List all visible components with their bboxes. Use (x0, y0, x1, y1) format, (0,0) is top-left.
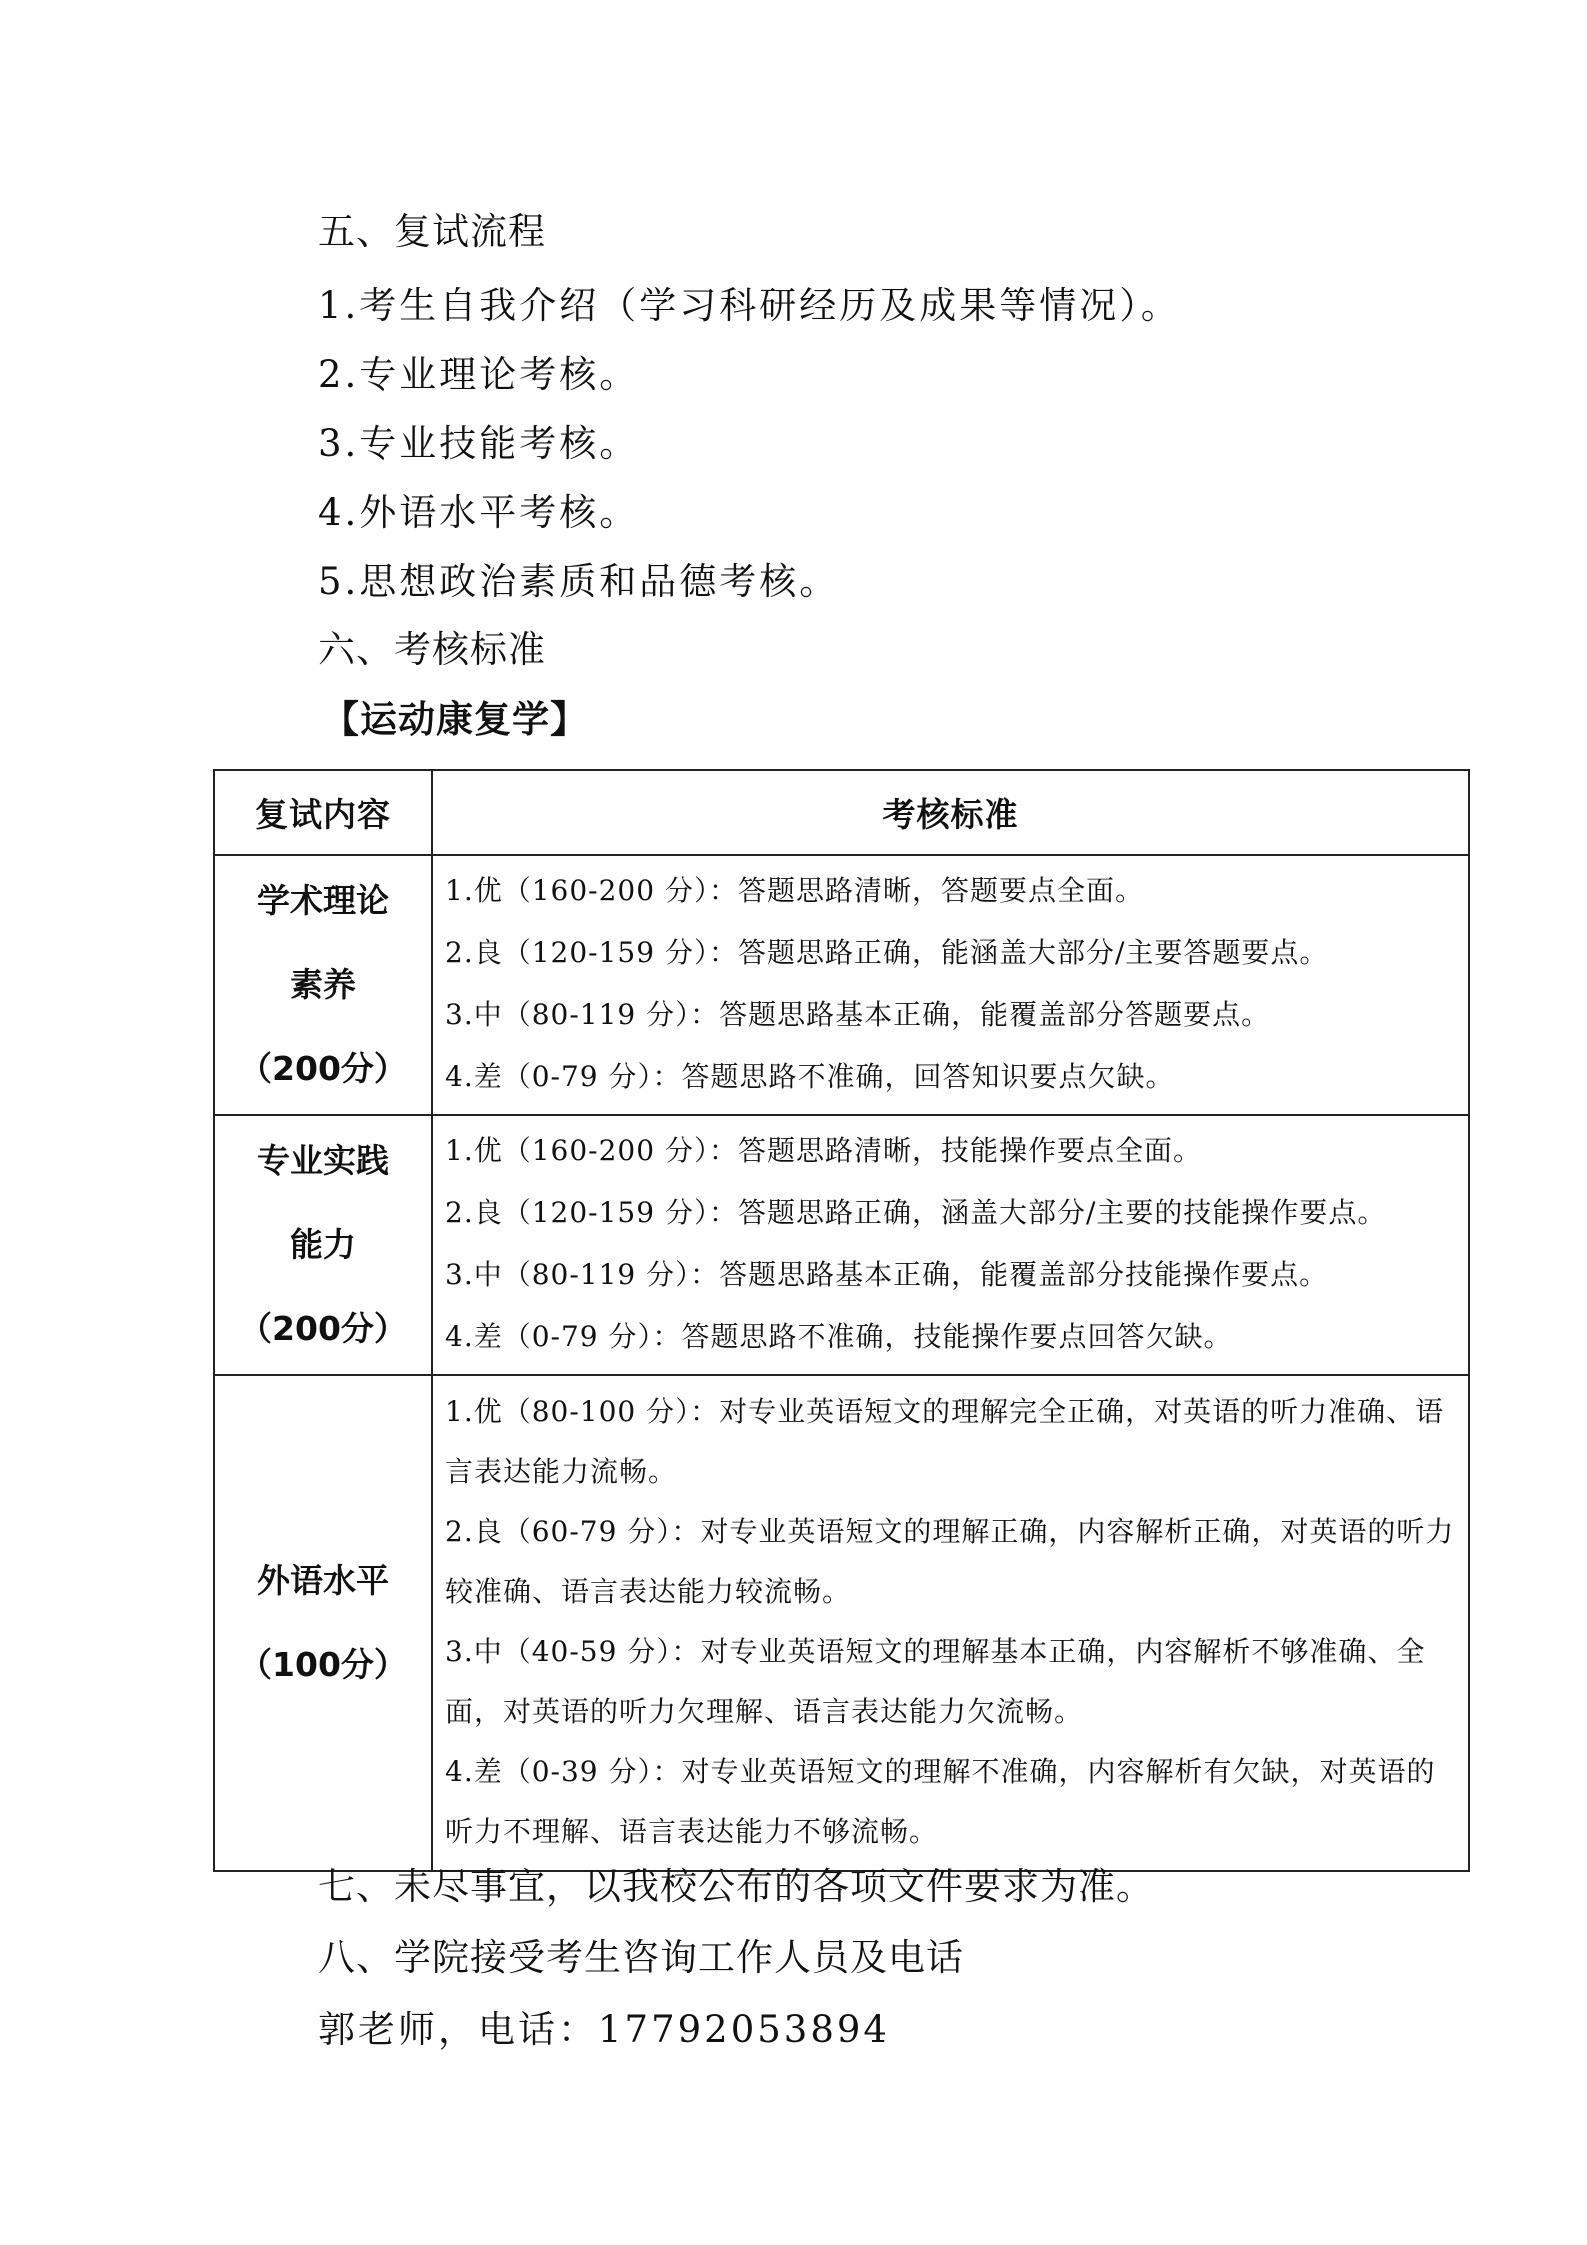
criteria-item: 3.中（80-119 分）：答题思路基本正确，能覆盖部分技能操作要点。 (445, 1258, 1329, 1291)
criteria-item: 3.中（40-59 分）：对专业英语短文的理解基本正确，内容解析不够准确、全面，对英语的听力欠理解、语言表达能力欠流畅。 (445, 1635, 1426, 1728)
process-item-4: 4.外语水平考核。 (318, 491, 640, 534)
section-6-title: 六、考核标准 (318, 628, 546, 671)
criteria-item: 4.差（0-79 分）：答题思路不准确，回答知识要点欠缺。 (445, 1060, 1175, 1093)
criteria-cell (432, 1115, 1469, 1375)
table-row (214, 1115, 1469, 1375)
criteria-item: 1.优（160-200 分）：答题思路清晰，答题要点全面。 (445, 874, 1144, 907)
criteria-cell (432, 855, 1469, 1115)
criteria-item: 2.良（120-159 分）：答题思路正确，能涵盖大部分/主要答题要点。 (445, 936, 1329, 969)
process-item-2: 2.专业理论考核。 (318, 353, 640, 396)
criteria-cell (432, 1375, 1469, 1871)
subject-title: 【运动康复学】 (322, 698, 588, 741)
category-line: （200分） (239, 1309, 407, 1348)
category-foreign-language (214, 1375, 432, 1871)
criteria-item: 1.优（160-200 分）：答题思路清晰，技能操作要点全面。 (445, 1134, 1202, 1167)
header-retest-content: 复试内容 (214, 770, 432, 855)
criteria-item: 1.优（80-100 分）：对专业英语短文的理解完全正确，对英语的听力准确、语言表达能力流畅。 (445, 1395, 1445, 1488)
section-5-title: 五、复试流程 (318, 210, 546, 253)
category-line: 学术理论 (257, 881, 389, 920)
criteria-item: 3.中（80-119 分）：答题思路基本正确，能覆盖部分答题要点。 (445, 998, 1271, 1031)
section-8-title: 八、学院接受考生咨询工作人员及电话 (318, 1936, 964, 1979)
process-item-1: 1.考生自我介绍（学习科研经历及成果等情况）。 (318, 284, 1181, 327)
criteria-item: 4.差（0-79 分）：答题思路不准确，技能操作要点回答欠缺。 (445, 1320, 1233, 1353)
category-line: 专业实践 (257, 1141, 389, 1180)
table-header-row (214, 770, 1469, 855)
table-row (214, 1375, 1469, 1871)
category-line: （200分） (239, 1049, 407, 1088)
assessment-criteria-table (213, 769, 1470, 1872)
process-item-3: 3.专业技能考核。 (318, 422, 640, 465)
category-academic-theory (214, 855, 432, 1115)
category-line: 能力 (290, 1225, 356, 1264)
header-criteria: 考核标准 (432, 770, 1469, 855)
table-row (214, 855, 1469, 1115)
criteria-item: 4.差（0-39 分）：对专业英语短文的理解不准确，内容解析有欠缺，对英语的听力不理解、语言表达能力不够流畅。 (445, 1755, 1436, 1848)
category-line: （100分） (239, 1645, 407, 1684)
criteria-item: 2.良（120-159 分）：答题思路正确，涵盖大部分/主要的技能操作要点。 (445, 1196, 1387, 1229)
contact-info: 郭老师，电话：17792053894 (318, 2008, 890, 2051)
category-line: 素养 (290, 965, 356, 1004)
process-item-5: 5.思想政治素质和品德考核。 (318, 560, 840, 603)
section-7-title: 七、未尽事宜，以我校公布的各项文件要求为准。 (318, 1865, 1154, 1908)
category-line: 外语水平 (257, 1561, 389, 1600)
category-professional-practice (214, 1115, 432, 1375)
criteria-item: 2.良（60-79 分）：对专业英语短文的理解正确，内容解析正确，对英语的听力较准确、语言表达能力较流畅。 (445, 1515, 1455, 1608)
